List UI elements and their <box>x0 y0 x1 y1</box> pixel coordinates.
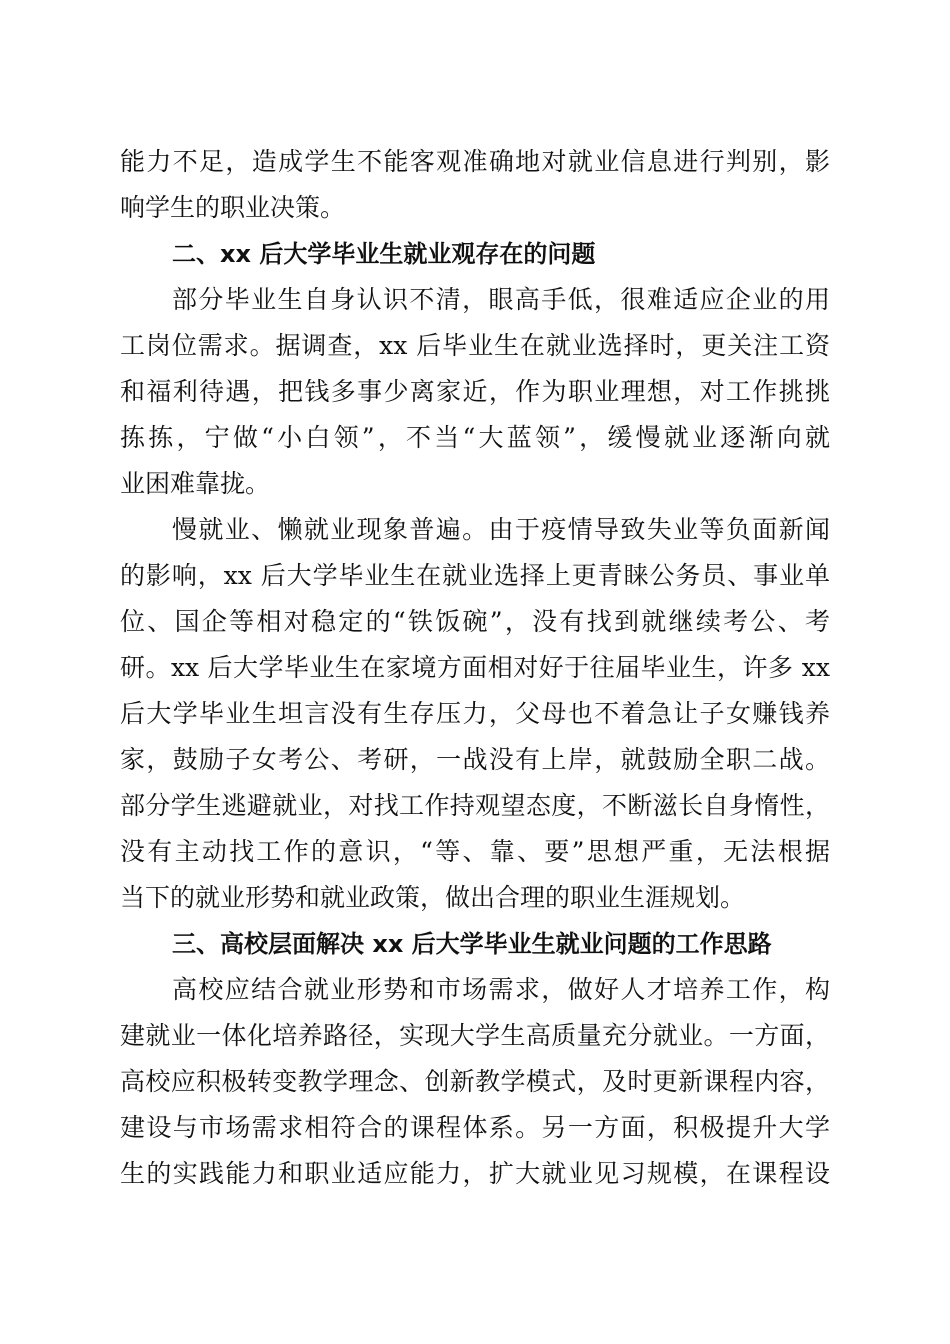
paragraph-2-line-5: 业困难靠拢。 <box>120 469 271 498</box>
paragraph-3-line-5: 后大学毕业生坦言没有生存压力，父母也不着急让子女赚钱养 <box>120 699 830 728</box>
paragraph-2-line-1: 部分毕业生自身认识不清，眼高手低，很难适应企业的用 <box>172 285 830 314</box>
paragraph-2-line-3: 和福利待遇，把钱多事少离家近，作为职业理想，对工作挑挑 <box>120 377 830 406</box>
paragraph-3-line-1: 慢就业、懒就业现象普遍。由于疫情导致失业等负面新闻 <box>172 515 830 544</box>
paragraph-3-line-6: 家，鼓励子女考公、考研，一战没有上岸，就鼓励全职二战。 <box>120 745 830 774</box>
paragraph-4-line-2: 建就业一体化培养路径，实现大学生高质量充分就业。一方面， <box>120 1021 830 1050</box>
paragraph-3-line-7: 部分学生逃避就业，对找工作持观望态度，不断滋长自身惰性， <box>120 791 830 820</box>
section-heading-2: 二、xx 后大学毕业生就业观存在的问题 <box>172 240 596 268</box>
paragraph-1-line-1: 能力不足，造成学生不能客观准确地对就业信息进行判别，影 <box>120 147 830 176</box>
paragraph-3-line-2: 的影响，xx 后大学毕业生在就业选择上更青睐公务员、事业单 <box>120 561 830 590</box>
paragraph-4-line-3: 高校应积极转变教学理念、创新教学模式，及时更新课程内容， <box>120 1067 830 1096</box>
paragraph-3-line-8: 没有主动找工作的意识，“等、靠、要”思想严重，无法根据 <box>120 837 830 866</box>
paragraph-3-line-9: 当下的就业形势和就业政策，做出合理的职业生涯规划。 <box>120 883 746 912</box>
section-heading-3: 三、高校层面解决 xx 后大学毕业生就业问题的工作思路 <box>172 930 772 958</box>
paragraph-3-line-3: 位、国企等相对稳定的“铁饭碗”，没有找到就继续考公、考 <box>120 607 830 636</box>
paragraph-2-line-2: 工岗位需求。据调查，xx 后毕业生在就业选择时，更关注工资 <box>120 331 830 360</box>
paragraph-4-line-1: 高校应结合就业形势和市场需求，做好人才培养工作，构 <box>172 975 830 1004</box>
paragraph-2-line-4: 拣拣，宁做“小白领”，不当“大蓝领”，缓慢就业逐渐向就 <box>120 423 830 452</box>
paragraph-3-line-4: 研。xx 后大学毕业生在家境方面相对好于往届毕业生，许多 xx <box>120 653 830 682</box>
paragraph-4-line-4: 建设与市场需求相符合的课程体系。另一方面，积极提升大学 <box>120 1113 830 1142</box>
paragraph-4-line-5: 生的实践能力和职业适应能力，扩大就业见习规模，在课程设 <box>120 1159 830 1188</box>
paragraph-1-line-2: 响学生的职业决策。 <box>120 193 346 222</box>
